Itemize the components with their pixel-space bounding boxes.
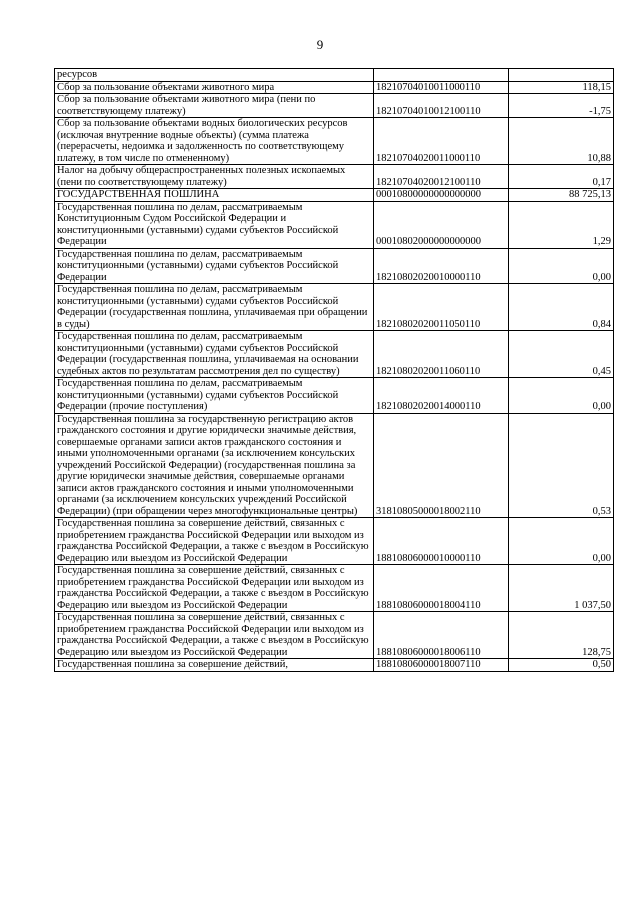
row-value-cell: 0,84 [509, 284, 614, 331]
row-value-cell: 118,15 [509, 81, 614, 94]
table-row [55, 518, 614, 565]
table-row [55, 565, 614, 612]
row-value-cell: 0,50 [509, 659, 614, 672]
table-row [55, 201, 614, 248]
row-value-cell: 10,88 [509, 118, 614, 165]
row-value-cell: 0,45 [509, 331, 614, 378]
row-name-cell: Налог на добычу общераспространенных полезных ископаемых (пени по соответствующему платежу) [55, 165, 374, 189]
table-row [55, 659, 614, 672]
row-code-cell: 18210802020014000110 [374, 378, 509, 414]
row-code-cell: 00010802000000000000 [374, 201, 509, 248]
budget-table [54, 68, 614, 672]
table-row [55, 413, 614, 518]
row-code-cell: 18810806000018004110 [374, 565, 509, 612]
row-name-cell: Государственная пошлина за совершение действий, связанных с приобретением гражданства Российской Федерации или выходом из гражданства Российской Федерации, а также с въездом в Российскую Федерацию или выездом из Российской Федерации [55, 518, 374, 565]
row-value-cell: 128,75 [509, 612, 614, 659]
row-code-cell: 18810806000018007110 [374, 659, 509, 672]
table-row [55, 189, 614, 202]
row-value-cell: 0,53 [509, 413, 614, 518]
budget-table-body [55, 69, 614, 672]
row-value-cell: 0,00 [509, 248, 614, 284]
row-value-cell: 1 037,50 [509, 565, 614, 612]
row-code-cell: 18210704010011000110 [374, 81, 509, 94]
row-value-cell: 88 725,13 [509, 189, 614, 202]
row-value-cell: -1,75 [509, 94, 614, 118]
row-name-cell: Государственная пошлина по делам, рассматриваемым Конституционным Судом Российской Федерации и конституционными (уставными) судами субъектов Российской Федерации [55, 201, 374, 248]
table-row [55, 69, 614, 82]
row-value-cell: 0,17 [509, 165, 614, 189]
row-name-cell: Государственная пошлина по делам, рассматриваемым конституционными (уставными) судами субъектов Российской Федерации [55, 248, 374, 284]
row-value-cell [509, 69, 614, 82]
table-row [55, 165, 614, 189]
row-code-cell: 18210704020011000110 [374, 118, 509, 165]
row-name-cell: Государственная пошлина по делам, рассматриваемым конституционными (уставными) судами субъектов Российской Федерации (государственная пошлина, уплачиваемая на основании судебных актов по результатам рассмотрения дел по существу) [55, 331, 374, 378]
table-row [55, 118, 614, 165]
row-code-cell: 18810806000018006110 [374, 612, 509, 659]
row-name-cell: Сбор за пользование объектами водных биологических ресурсов (исключая внутренние водные объекты) (сумма платежа (перерасчеты, недоимка и задолженность по соответствующему платежу, в том числе по отмененному) [55, 118, 374, 165]
row-code-cell: 18210704010012100110 [374, 94, 509, 118]
page-number: 9 [316, 37, 324, 52]
row-value-cell: 0,00 [509, 378, 614, 414]
row-code-cell: 18210704020012100110 [374, 165, 509, 189]
table-row [55, 248, 614, 284]
row-name-cell: Государственная пошлина по делам, рассматриваемым конституционными (уставными) судами субъектов Российской Федерации (прочие поступления) [55, 378, 374, 414]
row-code-cell [374, 69, 509, 82]
row-code-cell: 31810805000018002110 [374, 413, 509, 518]
table-row [55, 331, 614, 378]
row-name-cell: Государственная пошлина за совершение действий, связанных с приобретением гражданства Российской Федерации или выходом из гражданства Российской Федерации, а также с въездом в Российскую Федерацию или выездом из Российской Федерации [55, 612, 374, 659]
row-name-cell: Сбор за пользование объектами животного мира [55, 81, 374, 94]
row-name-cell: Сбор за пользование объектами животного мира (пени по соответствующему платежу) [55, 94, 374, 118]
row-code-cell: 18210802020011060110 [374, 331, 509, 378]
table-row [55, 612, 614, 659]
row-name-cell: Государственная пошлина по делам, рассматриваемым конституционными (уставными) судами субъектов Российской Федерации (государственная пошлина, уплачиваемая при обращении в суды) [55, 284, 374, 331]
row-code-cell: 00010800000000000000 [374, 189, 509, 202]
row-name-cell: ГОСУДАРСТВЕННАЯ ПОШЛИНА [55, 189, 374, 202]
table-row [55, 94, 614, 118]
table-row [55, 378, 614, 414]
row-name-cell: ресурсов [55, 69, 374, 82]
row-code-cell: 18210802020011050110 [374, 284, 509, 331]
table-row [55, 81, 614, 94]
row-name-cell: Государственная пошлина за совершение действий, связанных с приобретением гражданства Российской Федерации или выходом из гражданства Российской Федерации, а также с въездом в Российскую Федерацию или выездом из Российской Федерации [55, 565, 374, 612]
row-value-cell: 0,00 [509, 518, 614, 565]
row-code-cell: 18210802020010000110 [374, 248, 509, 284]
row-value-cell: 1,29 [509, 201, 614, 248]
row-name-cell: Государственная пошлина за государственную регистрацию актов гражданского состояния и другие юридически значимые действия, совершаемые органами записи актов гражданского состояния и иными уполномоченными органами (за исключением консульских учреждений Российской Федерации) (государственная пошлина за другие юридически значимые действия, совершаемые органами записи актов гражданского состояния и иными уполномоченными органами (за исключением консульских учреждений Российской Федерации) (при обращении через многофункциональные центры) [55, 413, 374, 518]
row-name-cell: Государственная пошлина за совершение действий, [55, 659, 374, 672]
row-code-cell: 18810806000010000110 [374, 518, 509, 565]
table-row [55, 284, 614, 331]
